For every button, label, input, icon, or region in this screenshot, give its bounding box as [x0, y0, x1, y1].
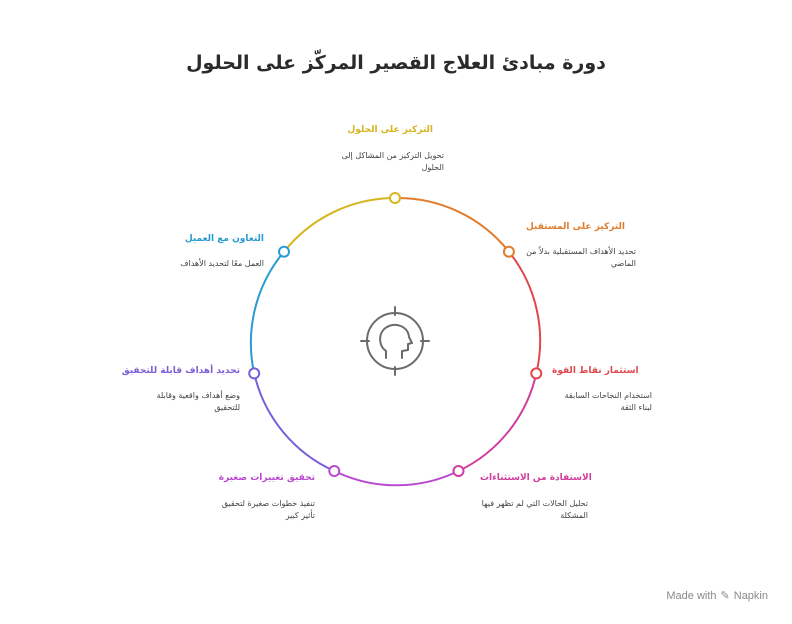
ring-segment-2 — [395, 198, 509, 252]
diagram-title: دورة مبادئ العلاج القصير المركّز على الحلول — [186, 52, 606, 74]
node-desc-6: وضع أهداف واقعية وقابلة للتحقيق — [156, 391, 240, 412]
brand-name: Napkin — [733, 589, 768, 602]
node-dot-1 — [390, 193, 400, 203]
node-title-5: تحقيق تغييرات صغيرة — [218, 473, 315, 483]
node-desc-1: تحويل التركيز من المشاكل إلى الحلول — [341, 151, 444, 172]
node-title-2: التركيز على المستقبل — [526, 222, 625, 232]
made-with-napkin[interactable] — [666, 589, 768, 602]
node-desc-5: تنفيذ خطوات صغيرة لتحقيق تأثير كبير — [221, 499, 315, 520]
node-desc-7: العمل معًا لتحديد الأهداف — [180, 259, 264, 268]
node-title-7: التعاون مع العميل — [184, 234, 264, 244]
node-title-4: الاستفادة من الاستثناءات — [480, 473, 592, 483]
made-with-label: Made with — [666, 589, 717, 602]
node-desc-2: تحديد الأهداف المستقبلية بدلاً من الماضي — [526, 247, 636, 268]
node-title-3: استثمار نقاط القوة — [552, 366, 639, 376]
ring-segment-6 — [254, 373, 334, 471]
node-desc-4: تحليل الحالات التي لم تظهر فيها المشكلة — [481, 499, 588, 520]
node-title-1: التركيز على الحلول — [347, 125, 433, 135]
ring-segment-4 — [459, 373, 537, 471]
node-dot-6 — [249, 368, 259, 378]
ring-segment-1 — [284, 198, 395, 252]
node-dot-7 — [279, 247, 289, 257]
node-dot-4 — [454, 466, 464, 476]
head-crosshair-icon — [361, 307, 429, 375]
node-title-6: تحديد أهداف قابلة للتحقيق — [121, 366, 240, 376]
ring-segment-5 — [334, 471, 458, 485]
node-dot-2 — [504, 247, 514, 257]
node-dot-3 — [531, 368, 541, 378]
napkin-logo-icon: ✎ — [720, 590, 730, 602]
node-desc-3: استخدام النجاحات السابقة لبناء الثقة — [564, 391, 652, 412]
node-dot-5 — [329, 466, 339, 476]
